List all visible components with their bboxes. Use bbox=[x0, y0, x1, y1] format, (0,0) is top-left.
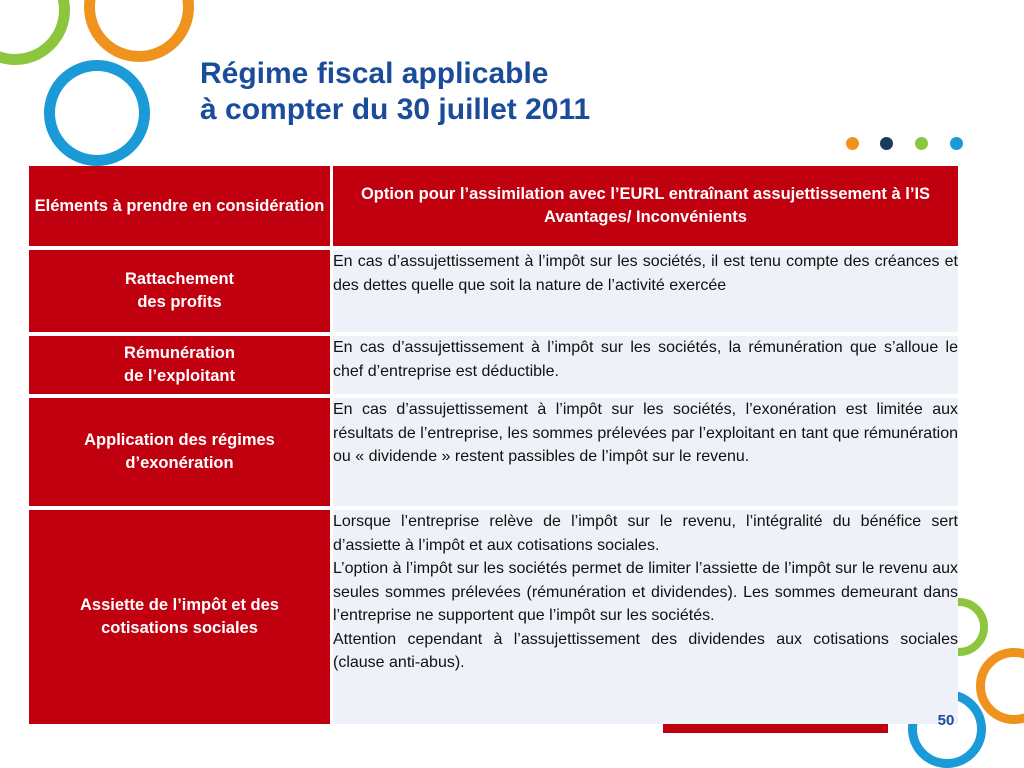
fiscal-regime-table bbox=[29, 166, 958, 724]
header-elements: Eléments à prendre en considération bbox=[29, 166, 333, 250]
row-label bbox=[29, 250, 333, 336]
slide-title bbox=[200, 56, 590, 128]
table-row bbox=[29, 250, 958, 336]
header-option-title: Option pour l’assimilation avec l’EURL entraînant assujettissement à l’IS bbox=[360, 185, 931, 203]
decorative-ring-blue-top bbox=[44, 60, 150, 166]
row-label-line2: des profits bbox=[137, 293, 222, 311]
decorative-ring-orange-top bbox=[84, 0, 194, 62]
row-label-line2: de l’exploitant bbox=[124, 367, 235, 385]
table-row bbox=[29, 510, 958, 724]
row-paragraph: L’option à l’impôt sur les sociétés permet de limiter l’assiette de l’impôt sur le revenu aux seules sommes prélevées (rémunération et dividendes). Les sommes demeurant dans l’entreprise ne supportent que l’impôt sur les sociétés. bbox=[333, 560, 958, 624]
row-label bbox=[29, 398, 333, 510]
header-option bbox=[333, 166, 958, 250]
header-option-subtitle: Avantages/ Inconvénients bbox=[544, 208, 747, 226]
slide-title-line2: à compter du 30 juillet 2011 bbox=[200, 93, 591, 126]
row-label bbox=[29, 336, 333, 398]
row-label-line1: Application des régimes bbox=[84, 431, 275, 449]
row-paragraph: En cas d’assujettissement à l’impôt sur les sociétés, il est tenu compte des créances et des dettes quelle que soit la nature de l’activité exercée bbox=[333, 253, 958, 294]
page-number: 50 bbox=[937, 712, 955, 729]
row-label-line1: Rattachement bbox=[124, 270, 235, 288]
row-paragraph: Lorsque l’entreprise relève de l’impôt sur le revenu, l’intégralité du bénéfice sert d’assiette à l’impôt et aux cotisations sociales. bbox=[333, 513, 958, 554]
dot-orange bbox=[846, 137, 859, 150]
row-label-line1: Assiette de l’impôt et des bbox=[80, 596, 279, 614]
table-row bbox=[29, 398, 958, 510]
row-content bbox=[333, 250, 958, 336]
dot-blue bbox=[950, 137, 963, 150]
table-header-row bbox=[29, 166, 958, 250]
decorative-ring-green-top bbox=[0, 0, 70, 65]
row-label-line2: d’exonération bbox=[125, 454, 234, 472]
row-paragraph: En cas d’assujettissement à l’impôt sur les sociétés, la rémunération que s’alloue le chef d’entreprise est déductible. bbox=[333, 339, 958, 380]
row-content bbox=[333, 510, 958, 724]
row-label bbox=[29, 510, 333, 724]
row-content bbox=[333, 398, 958, 510]
slide-title-line1: Régime fiscal applicable bbox=[200, 57, 549, 90]
dot-green bbox=[915, 137, 928, 150]
row-paragraph: Attention cependant à l’assujettissement des dividendes aux cotisations sociales (clause anti-abus). bbox=[333, 630, 958, 671]
dot-navy bbox=[880, 137, 893, 150]
row-content bbox=[333, 336, 958, 398]
row-paragraph: En cas d’assujettissement à l’impôt sur les sociétés, l’exonération est limitée aux résultats de l’entreprise, les sommes prélevées par l’exploitant en tant que rémunération ou « dividende » restent passibles de l’impôt sur le revenu. bbox=[333, 401, 958, 465]
row-label-line2: cotisations sociales bbox=[101, 619, 258, 637]
row-label-line1: Rémunération bbox=[124, 344, 235, 362]
decorative-ring-orange-bottom bbox=[976, 648, 1024, 724]
table-row bbox=[29, 336, 958, 398]
